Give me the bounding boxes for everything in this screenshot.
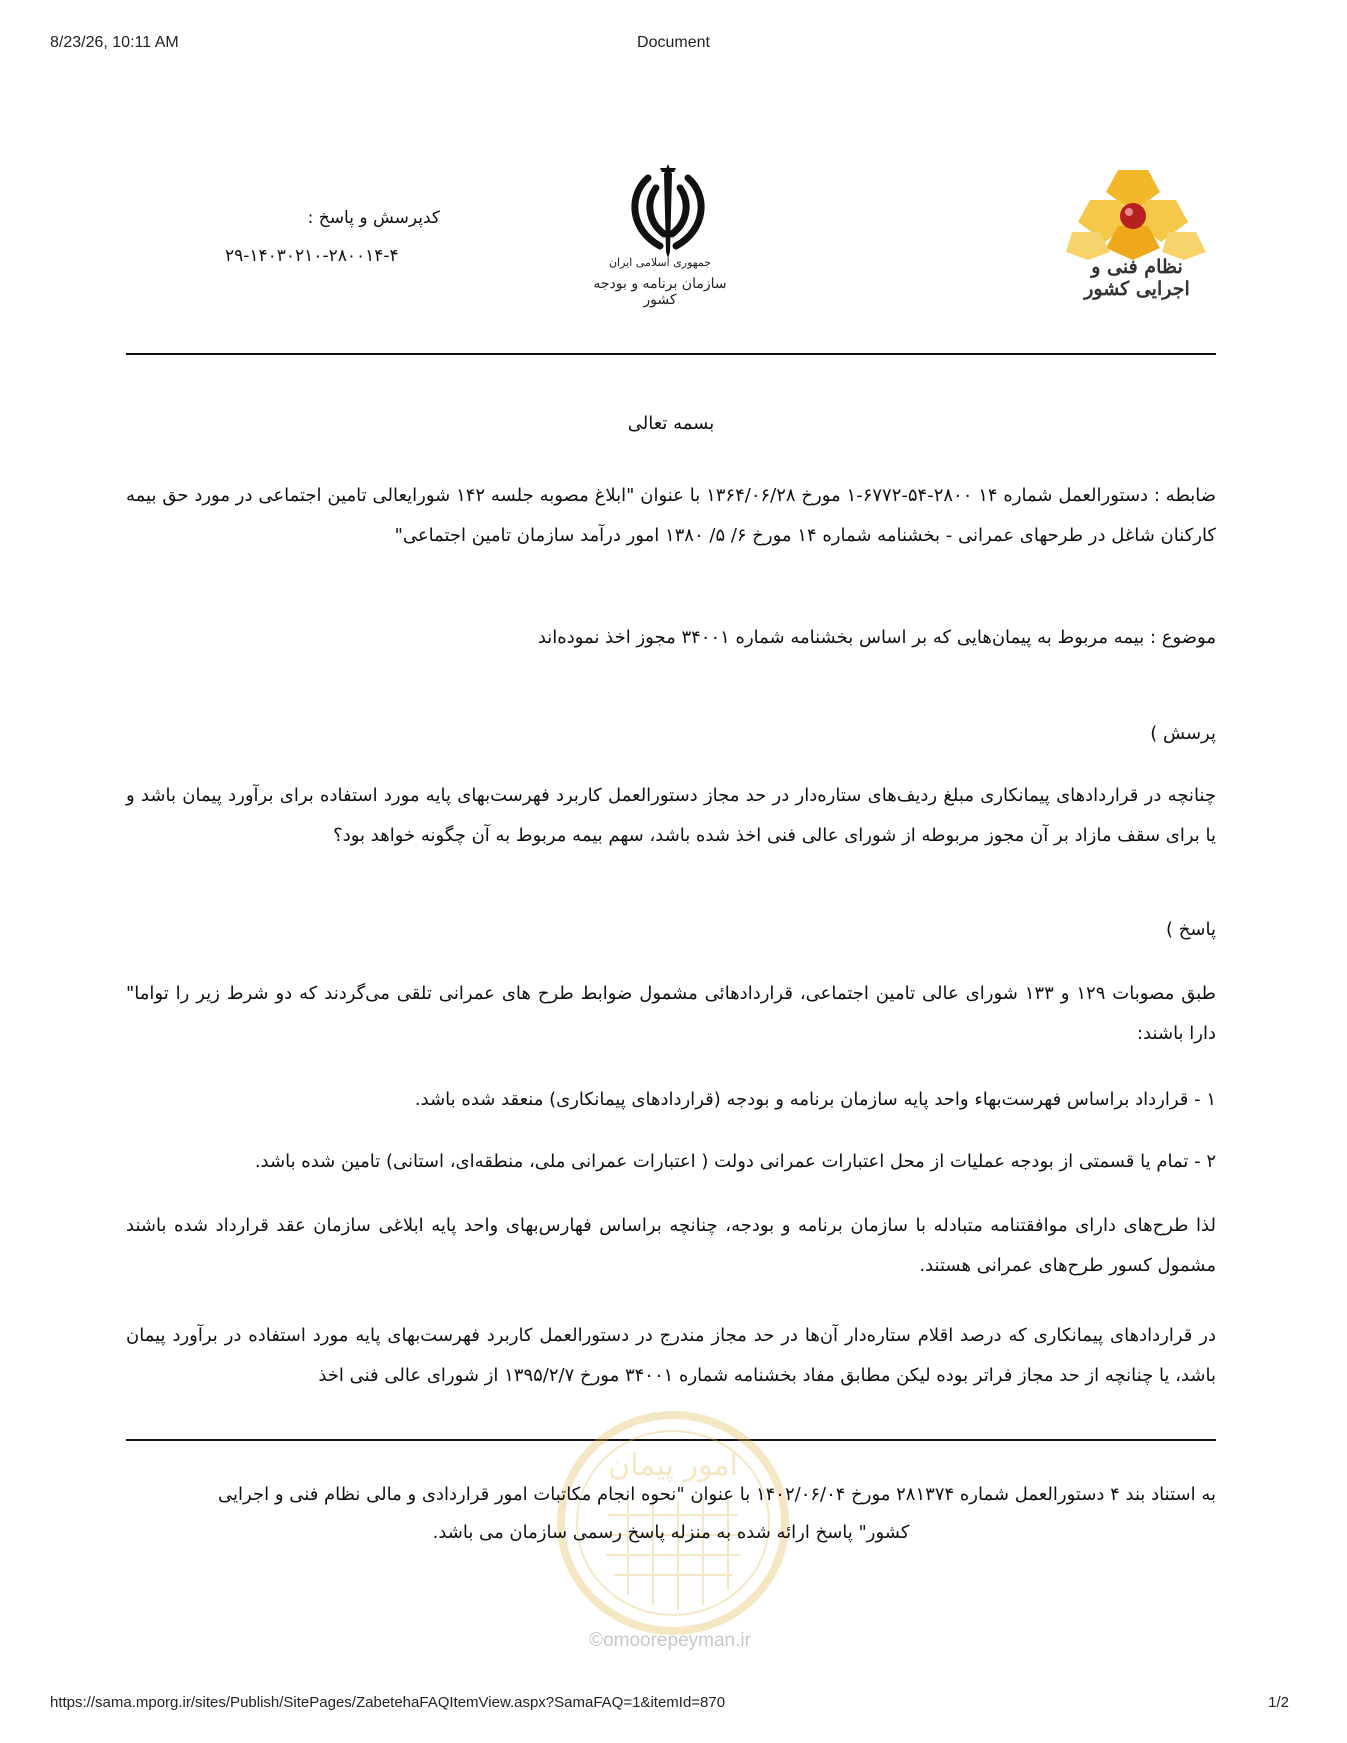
official-note-line-2: کشور" پاسخ ارائه شده به منزله پاسخ رسمی سازمان می باشد.: [432, 1522, 910, 1543]
print-document-title: Document: [637, 34, 710, 51]
official-note-line-1: به استناد بند ۴ دستورالعمل شماره ۲۸۱۳۷۴ مورخ ۱۴۰۲/۰۶/۰۴ با عنوان "نحوه انجام مکاتبات امور قراردادی و مالی نظام فنی و اجرایی: [218, 1484, 1216, 1505]
print-url: https://sama.mporg.ir/sites/Publish/SitePages/ZabetehaFAQItemView.aspx?SamaFAQ=1&itemId=870: [50, 1694, 726, 1711]
iran-emblem-icon: [618, 160, 718, 260]
print-page-number: 1/2: [1268, 1694, 1289, 1711]
bismillah-heading: بسمه تعالی: [627, 413, 715, 434]
question-text: چنانچه در قراردادهای پیمانکاری مبلغ ردیف‌های ستاره‌دار در حد مجاز دستورالعمل کاربرد فهرست‌بهای پایه مورد استفاده برای برآورد پیمان باشد و یا برای سقف مازاد بر آن مجوز مربوطه از شورای عالی فنی اخذ شده باشد، سهم بیمه مربوط به آن چگونه خواهد بود؟: [126, 785, 1216, 846]
watermark-site-text: omoorepeyman.ir: [603, 1630, 751, 1651]
condition-1: ۱ - قرارداد براساس فهرست‌بهاء واحد پایه سازمان برنامه و بودجه (قراردادهای پیمانکاری) منعقد شده باشد.: [414, 1089, 1216, 1110]
zabeteh-paragraph: ضابطه : دستورالعمل شماره ۱۴ ۲۸۰۰-۵۴-۶۷۷۲-۱ مورخ ۱۳۶۴/۰۶/۲۸ با عنوان "ابلاغ مصوبه جلسه ۱۴۲ شورایعالی تامین اجتماعی در مورد حق بیمه کارکنان شاغل در طرحهای عمرانی - بخشنامه شماره ۱۴ مورخ ۶/ ۵/ ۱۳۸۰ امور درآمد سازمان تامین اجتماعی": [126, 485, 1216, 546]
watermark-site: [560, 1630, 780, 1652]
watermark-script: امور پیمان: [608, 1448, 738, 1483]
answer-label: پاسخ ): [1166, 919, 1216, 940]
contracts-paragraph: در قراردادهای پیمانکاری که درصد اقلام ستاره‌دار آن‌ها در حد مجاز مندرج در دستورالعمل کاربرد فهرست‌بهای پایه مورد استفاده در برآورد پیمان باشد، یا چنانچه از حد مجاز فراتر بوده لیکن مطابق مفاد بخشنامه شماره ۳۴۰۰۱ مورخ ۱۳۹۵/۲/۷ از شورای عالی فنی اخذ: [126, 1325, 1216, 1386]
therefore-paragraph: لذا طرح‌های دارای موافقتنامه متبادله با سازمان برنامه و بودجه، چنانچه براساس فهارس‌بهای واحد پایه ابلاغی سازمان عقد قرارداد شده باشند مشمول کسور طرح‌های عمرانی هستند.: [126, 1215, 1216, 1276]
faq-code-value: ۲۹-۱۴۰۳۰۲۱۰-۲۸۰۰۱۴-۴: [225, 246, 399, 266]
answer-intro: طبق مصوبات ۱۲۹ و ۱۳۳ شورای عالی تامین اجتماعی، قراردادهائی مشمول ضوابط طرح های عمرانی تلقی می‌گردند که دو شرط زیر را تواما" دارا باشند:: [126, 983, 1217, 1044]
faq-code-label: کدپرسش و پاسخ :: [307, 208, 440, 228]
header-divider: [126, 353, 1216, 355]
emblem-caption-republic: جمهوری اسلامی ایران: [608, 256, 712, 269]
print-timestamp: 8/23/26, 10:11 AM: [50, 34, 179, 51]
copyright-icon: ©: [589, 1630, 604, 1651]
question-label: پرسش ): [1150, 723, 1216, 744]
subject-line: موضوع : بیمه مربوط به پیمان‌هایی که بر اساس بخشنامه شماره ۳۴۰۰۱ مجوز اخذ نموده‌اند: [537, 627, 1216, 648]
condition-2: ۲ - تمام یا قسمتی از بودجه عملیات از محل اعتبارات عمرانی دولت ( اعتبارات عمرانی ملی، منطقه‌ای، استانی) تامین شده باشد.: [254, 1151, 1216, 1172]
nezam-fani-logo-text: نظام فنی و اجرایی کشور: [1084, 256, 1190, 300]
emblem-caption-organization: سازمان برنامه و بودجه کشور: [593, 276, 727, 308]
